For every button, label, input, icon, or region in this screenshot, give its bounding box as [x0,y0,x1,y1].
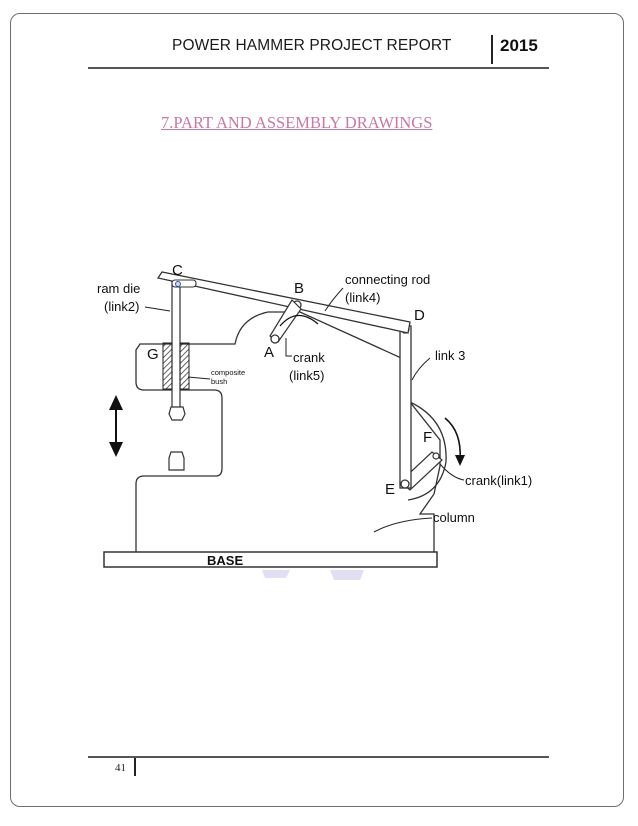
label-c: C [172,262,183,279]
ram-rod [172,282,180,410]
link3-bar [400,326,411,488]
label-crank1: crank(link1) [465,473,533,488]
pivot-e [401,480,409,488]
lower-die [169,452,184,470]
base-plate [104,552,437,567]
base-shadow-left [262,570,290,578]
label-a: A [264,344,275,361]
label-composite-bush: bush [211,377,228,386]
up-arrowhead [109,395,123,410]
label-crank5-link: (link5) [289,368,325,383]
leader-link3 [412,358,430,380]
label-link3: link 3 [435,348,466,363]
label-connecting-rod-link: (link4) [345,290,381,305]
label-ram-die: ram die [97,281,141,296]
page-number: 41 [115,762,126,774]
label-ram-die-link: (link2) [104,299,140,314]
label-d: D [414,307,425,324]
label-column: column [433,510,475,525]
footer-divider [134,758,136,776]
leader-crank5 [286,338,292,356]
section-heading: 7.PART AND ASSEMBLY DRAWINGS [161,113,433,132]
down-arrowhead [109,442,123,457]
rotation-arrow [445,418,460,460]
header-year: 2015 [500,36,538,55]
leader-column [374,518,432,532]
label-crank5: crank [293,350,325,365]
label-g: G [147,346,159,363]
pivot-c [176,282,181,287]
pivot-a [271,335,279,343]
label-composite: composite [211,368,246,377]
rotation-arrowhead [455,455,465,466]
footer-rule [88,756,549,758]
header-title: POWER HAMMER PROJECT REPORT [172,37,452,54]
label-connecting-rod: connecting rod [345,272,431,287]
label-base: BASE [207,553,244,568]
base-shadow-right [330,570,364,580]
bush-right [180,343,189,389]
pivot-f [433,453,439,459]
label-e: E [385,481,396,498]
label-f: F [423,429,433,446]
bush-left [163,343,172,389]
label-b: B [294,280,305,297]
leader-ram-die [145,307,170,311]
upper-die [169,407,185,420]
leader-composite [188,377,210,379]
